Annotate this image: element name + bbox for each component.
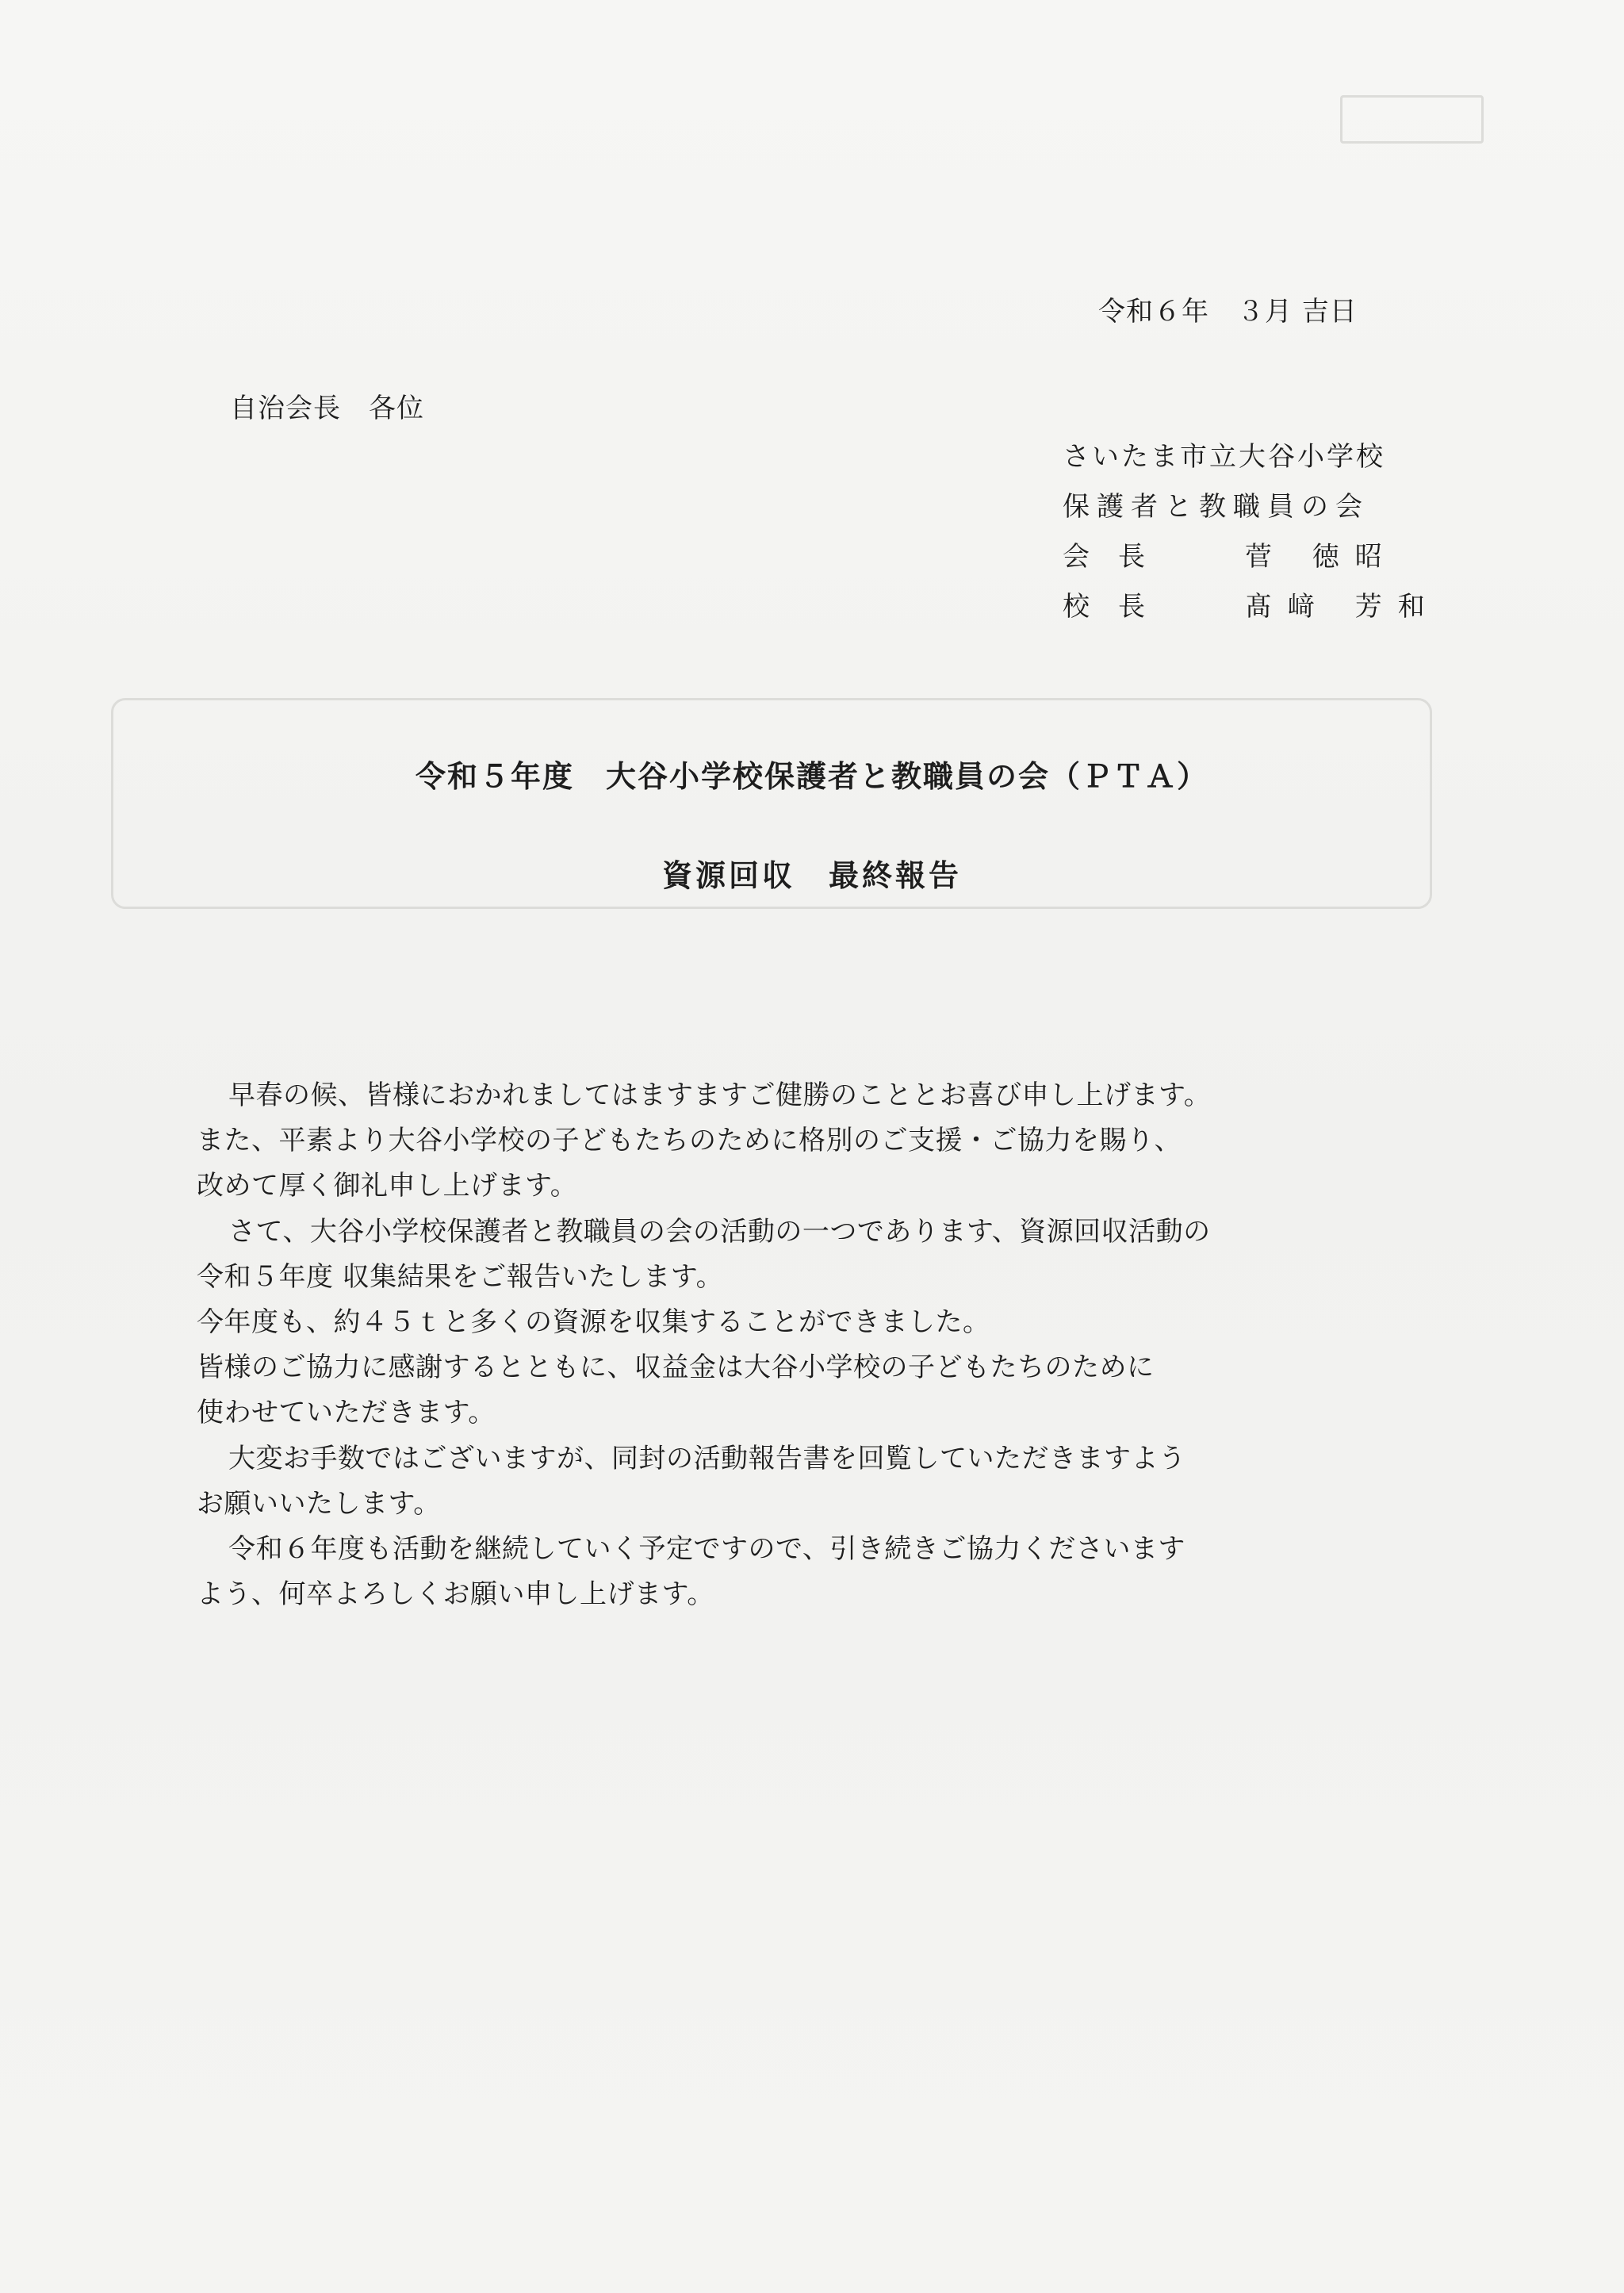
document-title: 令和５年度 大谷小学校保護者と教職員の会（ＰＴＡ） [415,759,1208,794]
sender-block [1063,432,1441,632]
president-name: 菅 徳昭 [1245,541,1398,573]
body-line: 改めて厚く御礼申し上げます。 [197,1170,578,1202]
issue-date: 令和６年 ３月 吉日 [1098,296,1358,328]
show-through-stamp [1340,95,1484,144]
sender-association: 保護者と教職員の会 [1063,491,1369,523]
letter-body [197,1073,1434,1617]
body-line: 大変お手数ではございますが、同封の活動報告書を回覧していただきますよう [228,1442,1186,1474]
body-line: 令和５年度 収集結果をご報告いたします。 [197,1260,724,1293]
addressee: 自治会長 各位 [230,393,424,424]
body-line: 今年度も、約４５ｔと多くの資源を収集することができました。 [197,1306,990,1339]
body-line: 早春の候、皆様におかれましてはますますご健勝のこととお喜び申し上げます。 [228,1079,1212,1111]
sender-school: さいたま市立大谷小学校 [1063,441,1385,473]
president-role: 会長 [1063,541,1174,573]
body-line: 令和６年度も活動を継続していく予定ですので、引き続きご協力くださいます [228,1533,1185,1566]
body-line: お願いいたします。 [197,1487,441,1520]
principal-role: 校長 [1063,591,1174,623]
body-line: 皆様のご協力に感謝するとともに、収益金は大谷小学校の子どもたちのために [197,1352,1155,1384]
body-line: 使わせていただきます。 [197,1397,496,1429]
principal-name: 髙﨑 芳和 [1245,591,1441,623]
document-subtitle: 資源回収 最終報告 [661,858,962,893]
body-line: さて、大谷小学校保護者と教職員の会の活動の一つであります、資源回収活動の [228,1215,1211,1248]
body-line: よう、何卒よろしくお願い申し上げます。 [197,1578,714,1611]
sender-president-row [1063,532,1441,582]
sender-principal-row [1063,582,1441,632]
body-line: また、平素より大谷小学校の子どもたちのために格別のご支援・ご協力を賜り、 [197,1125,1182,1157]
